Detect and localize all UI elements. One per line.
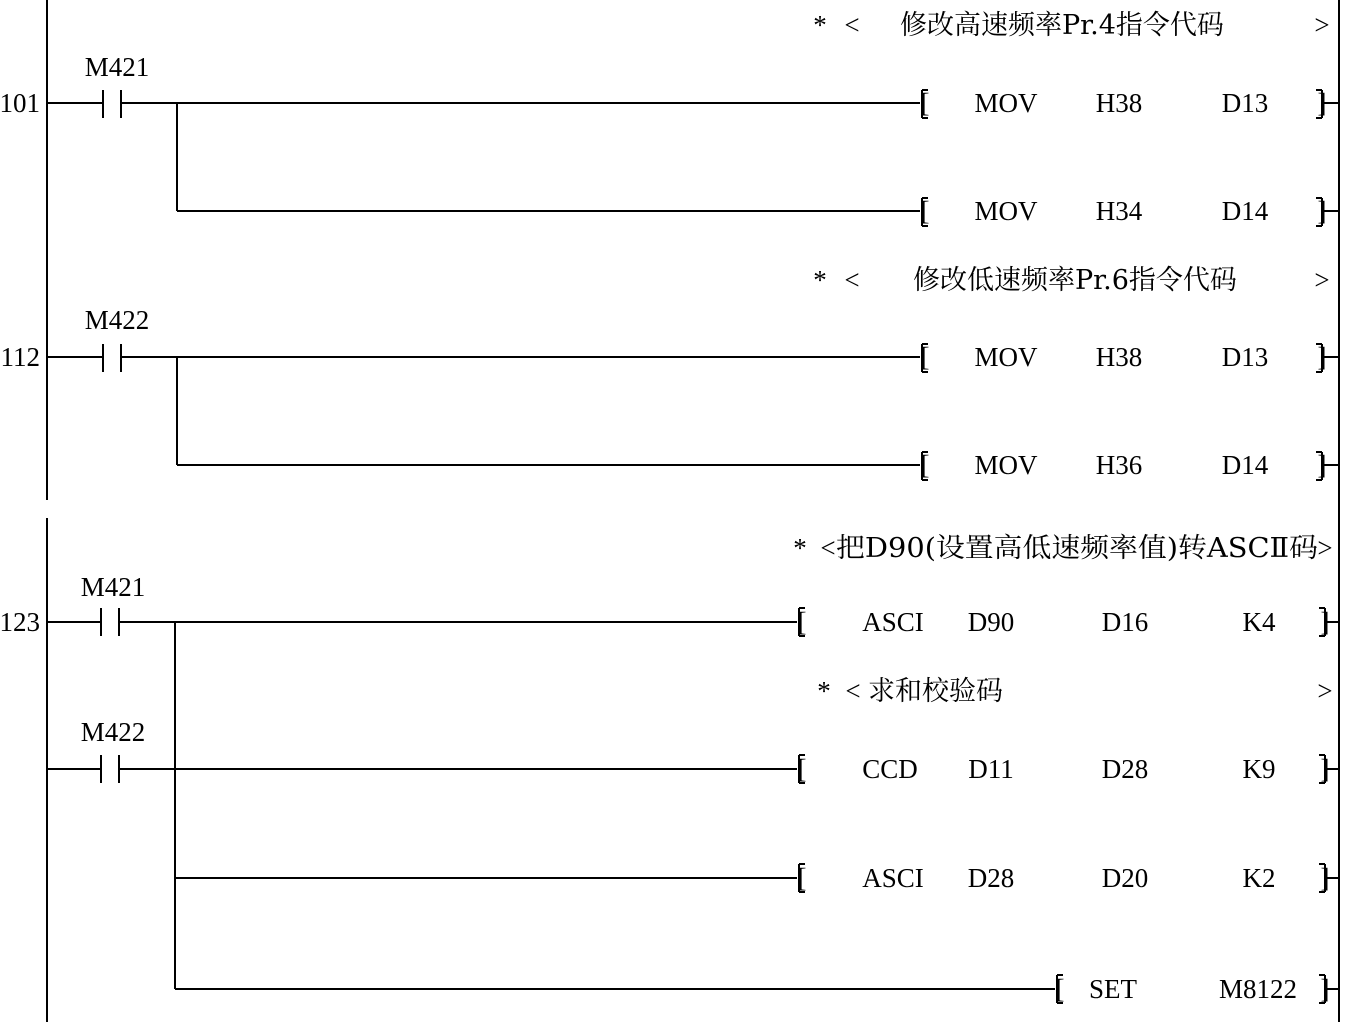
comment-prefix: * [793, 533, 807, 563]
instruction-box [921, 450, 1340, 480]
instruction-op: MOV [974, 342, 1038, 372]
bracket-open: [ [1055, 974, 1065, 1004]
bracket-open: [ [797, 754, 807, 784]
instruction-box [921, 88, 1340, 118]
bracket-close: ] [1317, 450, 1327, 480]
instruction-op: MOV [974, 88, 1038, 118]
instruction-box [798, 863, 1340, 893]
instruction-box [798, 607, 1340, 637]
instruction-arg: D14 [1221, 450, 1269, 480]
contact-label: M421 [80, 572, 146, 602]
step-number: 112 [0, 342, 40, 372]
instruction-op: SET [1088, 974, 1138, 1004]
bracket-close: ] [1317, 342, 1327, 372]
instruction-arg: K2 [1242, 863, 1276, 893]
instruction-box [921, 342, 1340, 372]
instruction-arg: D11 [968, 754, 1014, 784]
instruction-arg: D13 [1221, 342, 1269, 372]
instruction-arg: K4 [1242, 607, 1276, 637]
contact-label: M421 [84, 52, 150, 82]
rung-comment [813, 10, 1329, 41]
instruction-arg: H38 [1095, 88, 1143, 118]
comment-text: 修改低速频率Pr.6指令代码 [913, 265, 1237, 296]
comment-prefix: * [813, 10, 827, 40]
step-number: 101 [0, 88, 40, 118]
comment-text: 求和校验码 [868, 676, 1003, 707]
bracket-close: ] [1320, 607, 1330, 637]
contact-label: M422 [84, 305, 150, 335]
bracket-open: [ [920, 450, 930, 480]
bracket-open: [ [920, 88, 930, 118]
instruction-box [921, 196, 1340, 226]
bracket-open: [ [920, 196, 930, 226]
comment-text: 把D90(设置高低速频率值)转ASCⅡ码 [836, 533, 1318, 564]
contact-label: M422 [80, 717, 146, 747]
comment-close-bracket: > [1317, 676, 1333, 706]
rung-comment [793, 533, 1332, 564]
instruction-arg: H36 [1095, 450, 1143, 480]
instruction-op: ASCI [862, 863, 924, 893]
bracket-open: [ [797, 607, 807, 637]
comment-text: 修改高速频率Pr.4指令代码 [900, 10, 1224, 41]
instruction-arg: D14 [1221, 196, 1269, 226]
comment-open-bracket: < [845, 676, 861, 706]
instruction-op: MOV [974, 196, 1038, 226]
instruction-arg: M8122 [1218, 974, 1298, 1004]
instruction-arg: K9 [1242, 754, 1276, 784]
bracket-close: ] [1317, 196, 1327, 226]
rung-comment [813, 265, 1329, 296]
bracket-close: ] [1320, 863, 1330, 893]
bracket-open: [ [797, 863, 807, 893]
instruction-arg: D13 [1221, 88, 1269, 118]
instruction-arg: D16 [1101, 607, 1149, 637]
instruction-op: MOV [974, 450, 1038, 480]
instruction-arg: D28 [1101, 754, 1149, 784]
comment-close-bracket: > [1317, 533, 1333, 563]
comment-open-bracket: < [844, 10, 860, 40]
comment-prefix: * [817, 676, 831, 706]
rung-101 [0, 10, 1339, 226]
bracket-close: ] [1320, 754, 1330, 784]
instruction-box [1056, 974, 1340, 1004]
step-number: 123 [0, 607, 40, 637]
instruction-op: ASCI [862, 607, 924, 637]
comment-prefix: * [813, 265, 827, 295]
rung-123 [0, 533, 1339, 1004]
comment-close-bracket: > [1314, 10, 1330, 40]
instruction-arg: D20 [1101, 863, 1149, 893]
comment-open-bracket: < [844, 265, 860, 295]
comment-open-bracket: < [820, 533, 836, 563]
instruction-arg: D28 [967, 863, 1015, 893]
instruction-box [798, 754, 1340, 784]
comment-close-bracket: > [1314, 265, 1330, 295]
instruction-arg: D90 [967, 607, 1015, 637]
rung-comment [817, 676, 1332, 707]
rung-112 [1, 265, 1340, 480]
instruction-arg: H34 [1095, 196, 1143, 226]
bracket-close: ] [1320, 974, 1330, 1004]
instruction-op: CCD [862, 754, 918, 784]
instruction-arg: H38 [1095, 342, 1143, 372]
bracket-close: ] [1317, 88, 1327, 118]
bracket-open: [ [920, 342, 930, 372]
